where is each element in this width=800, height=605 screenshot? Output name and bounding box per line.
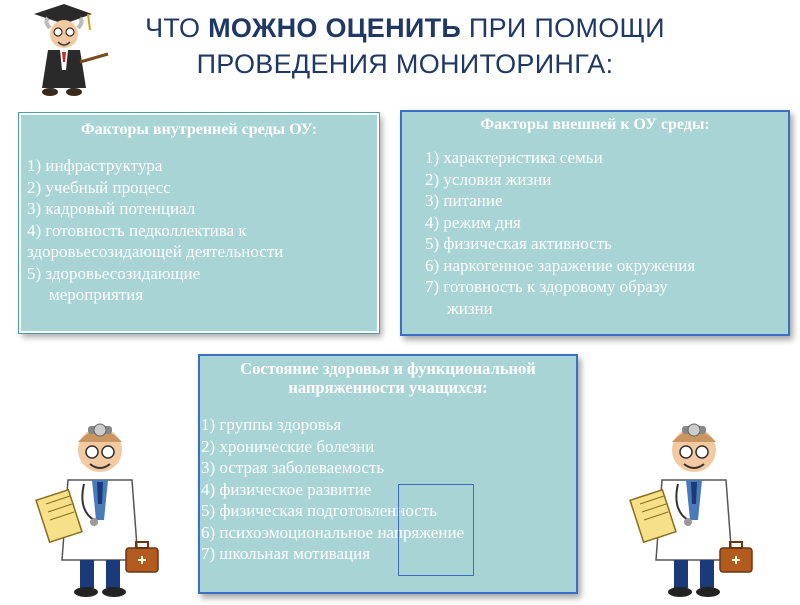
doctor-left-clipart-icon [34, 420, 164, 600]
list-item: 1) характеристика семьи [425, 148, 603, 167]
list-item: мероприятия [49, 285, 144, 304]
internal-factors-box [19, 113, 379, 333]
list-item: здоровьесозидающей деятельности [27, 242, 284, 261]
list-item: 6) психоэмоциональное напряжение [201, 522, 465, 542]
page-title: ЧТО МОЖНО ОЦЕНИТЬ ПРИ ПОМОЩИ ПРОВЕДЕНИЯ МОНИТОРИНГА: [145, 13, 665, 79]
health-state-list [200, 414, 576, 565]
health-state-heading: Состояние здоровья и функциональной напряженности учащихся: [240, 359, 536, 397]
internal-factors-heading: Факторы внутренней среды ОУ: [80, 121, 318, 138]
list-item: 5) физическая подготовленность [201, 501, 437, 520]
list-item: 2) учебный процесс [27, 177, 171, 197]
list-item: 2) условия жизни [425, 169, 552, 189]
external-factors-heading: Факторы внешней к ОУ среды: [480, 116, 710, 133]
list-item: 3) кадровый потенциал [27, 199, 196, 218]
doctor-right-clipart-icon [628, 420, 758, 600]
selection-rectangle [398, 484, 474, 576]
list-item: 5) здоровьесозидающие [27, 263, 201, 283]
list-item: 7) готовность к здоровому образу [425, 277, 668, 296]
health-state-box [198, 354, 578, 594]
list-item: 5) физическая активность [425, 234, 612, 253]
list-item: 4) готовность педколлектива к [27, 220, 247, 240]
list-item: 1) инфраструктура [27, 156, 163, 175]
list-item: 4) режим дня [425, 212, 521, 232]
list-item: 6) наркогенное заражение окружения [425, 255, 696, 275]
external-factors-box [400, 110, 790, 336]
list-item: 3) острая заболеваемость [201, 458, 385, 477]
list-item: 2) хронические болезни [201, 436, 375, 456]
list-item: жизни [447, 298, 493, 318]
external-factors-list [402, 147, 788, 319]
list-item: 1) группы здоровья [201, 415, 342, 434]
list-item: 7) школьная мотивация [201, 544, 371, 563]
list-item: 3) питание [425, 191, 503, 210]
list-item: 4) физическое развитие [201, 479, 372, 499]
internal-factors-list [21, 155, 377, 306]
